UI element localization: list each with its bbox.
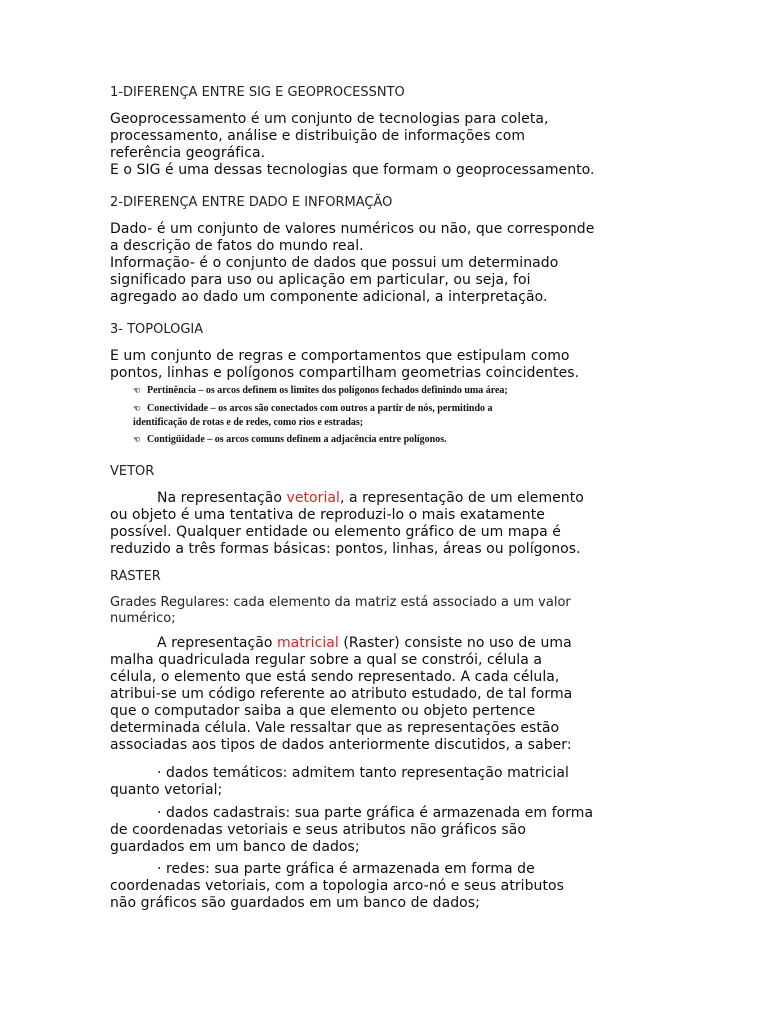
text-line: atribui-se um código referente ao atributo estudado, de tal forma: [110, 686, 573, 702]
text-line: Dado- é um conjunto de valores numéricos ou não, que corresponde: [110, 221, 595, 237]
text-fragment: Na representação: [157, 490, 287, 506]
topology-bullet: [133, 402, 493, 416]
text-line: malha quadriculada regular sobre a qual se constrói, célula a: [110, 652, 542, 668]
text-line: agregado ao dado um componente adicional, a interpretação.: [110, 289, 548, 305]
text-fragment: , a representação de um elemento: [339, 490, 584, 506]
text-line: Grades Regulares: cada elemento da matriz está associado a um valor: [110, 595, 571, 610]
text-line: determinada célula. Vale ressaltar que as representações estão: [110, 720, 560, 736]
text-line: a descrição de fatos do mundo real.: [110, 238, 364, 254]
bullet-text: Pertinência – os arcos definem os limites dos polígonos fechados definindo uma área;: [147, 385, 508, 396]
text-line: célula, o elemento que está sendo representado. A cada célula,: [110, 669, 560, 685]
data-type-item: [110, 861, 662, 912]
section3-heading: 3- TOPOLOGIA: [110, 322, 204, 337]
text-line: Geoprocessamento é um conjunto de tecnologias para coleta,: [110, 111, 549, 127]
pointing-hand-icon: ☜: [133, 386, 141, 395]
text-line: · redes: sua parte gráfica é armazenada em forma de: [157, 861, 535, 877]
pointing-hand-icon: ☜: [133, 435, 141, 444]
data-type-item: [110, 765, 662, 799]
section2-paragraph: [110, 221, 662, 306]
text-line: E o SIG é uma dessas tecnologias que formam o geoprocessamento.: [110, 162, 595, 178]
text-line: não gráficos são guardados em um banco de dados;: [110, 895, 480, 911]
bullet-text: Conectividade – os arcos são conectados com outros a partir de nós, permitindo a: [147, 403, 493, 414]
text-line: [110, 635, 662, 652]
raster-paragraph: [110, 635, 662, 754]
section2-heading: 2-DIFERENÇA ENTRE DADO E INFORMAÇÃO: [110, 195, 393, 210]
text-line: numérico;: [110, 611, 176, 626]
text-line: associadas aos tipos de dados anteriormente discutidos, a saber:: [110, 737, 572, 753]
text-line: · dados cadastrais: sua parte gráfica é armazenada em forma: [157, 805, 594, 821]
text-line: quanto vetorial;: [110, 782, 223, 798]
text-line: coordenadas vetoriais, com a topologia arco-nó e seus atributos: [110, 878, 564, 894]
grades-paragraph: [110, 595, 662, 627]
text-line: significado para uso ou aplicação em particular, ou seja, foi: [110, 272, 531, 288]
vetor-paragraph: [110, 490, 662, 558]
highlighted-term: matricial: [276, 635, 339, 651]
section1-heading: 1-DIFERENÇA ENTRE SIG E GEOPROCESSNTO: [110, 85, 405, 100]
bullet-continuation: identificação de rotas e de redes, como rios e estradas;: [133, 417, 364, 428]
text-line: processamento, análise e distribuição de informações com: [110, 128, 526, 144]
raster-heading: RASTER: [110, 569, 161, 584]
text-line: Informação- é o conjunto de dados que possui um determinado: [110, 255, 559, 271]
text-line: [110, 490, 662, 507]
text-fragment: A representação: [157, 635, 277, 651]
data-type-item: [110, 805, 662, 856]
highlighted-term: vetorial: [286, 490, 340, 506]
text-line: E um conjunto de regras e comportamentos que estipulam como: [110, 348, 570, 364]
pointing-hand-icon: ☜: [133, 404, 141, 413]
text-fragment: (Raster) consiste no uso de uma: [338, 635, 572, 651]
text-line: guardados em um banco de dados;: [110, 839, 360, 855]
section3-paragraph: [110, 348, 662, 382]
section1-paragraph: [110, 111, 662, 179]
text-line: referência geográfica.: [110, 145, 266, 161]
topology-bullet: [133, 433, 447, 447]
topology-bullet: [133, 384, 508, 398]
bullet-text: Contigüidade – os arcos comuns definem a adjacência entre polígonos.: [147, 434, 447, 445]
text-line: ou objeto é uma tentativa de reproduzi-lo o mais exatamente: [110, 507, 545, 523]
text-line: de coordenadas vetoriais e seus atributos não gráficos são: [110, 822, 526, 838]
text-line: possível. Qualquer entidade ou elemento gráfico de um mapa é: [110, 524, 561, 540]
text-line: pontos, linhas e polígonos compartilham geometrias coincidentes.: [110, 365, 580, 381]
text-line: · dados temáticos: admitem tanto representação matricial: [157, 765, 569, 781]
text-line: que o computador saiba a que elemento ou objeto pertence: [110, 703, 536, 719]
text-line: reduzido a três formas básicas: pontos, linhas, áreas ou polígonos.: [110, 541, 581, 557]
vetor-heading: VETOR: [110, 464, 155, 479]
